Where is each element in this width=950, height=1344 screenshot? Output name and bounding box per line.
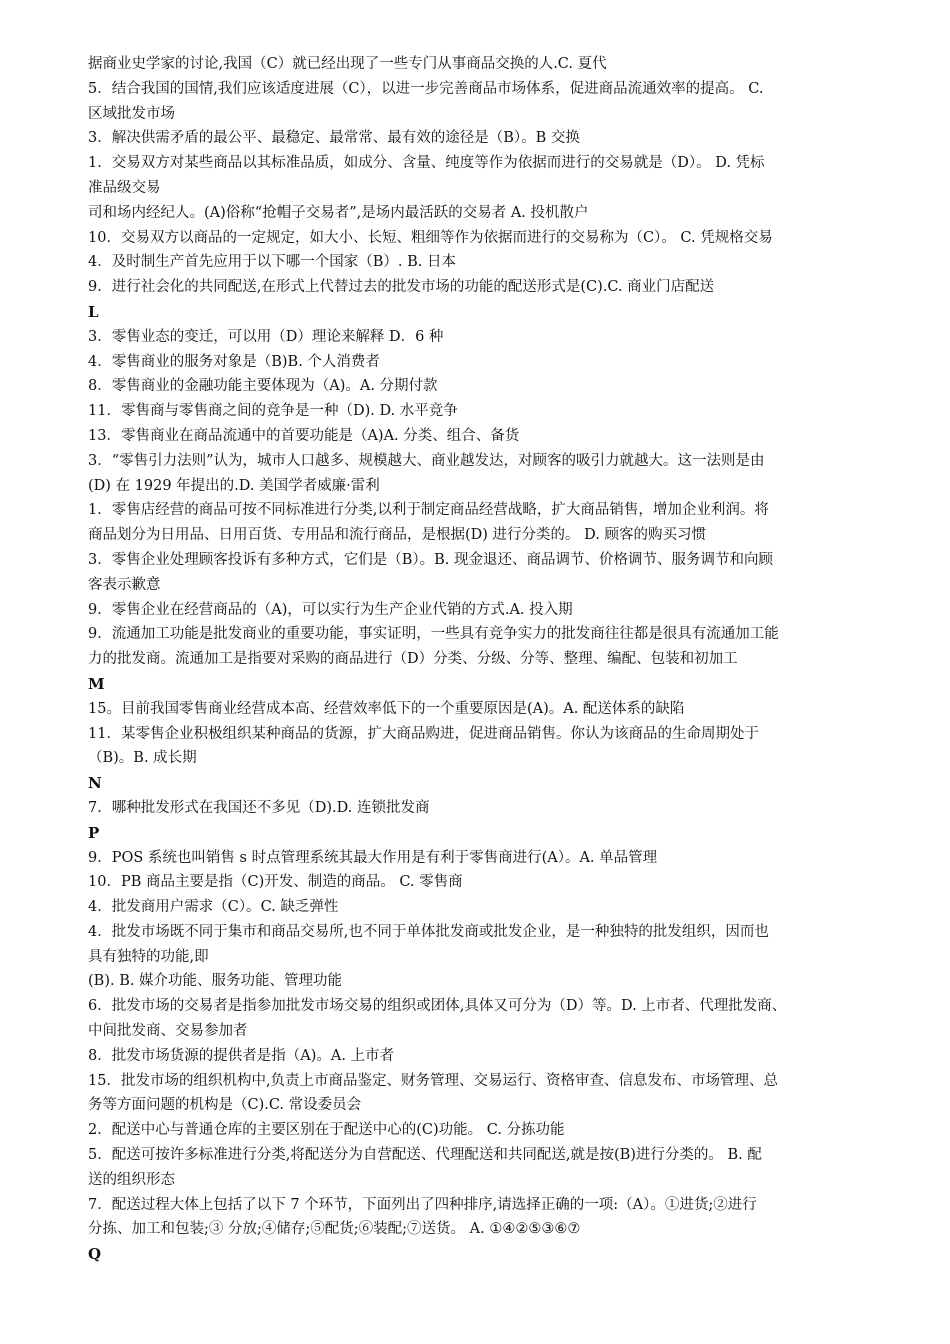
text-line: 3．解决供需矛盾的最公平、最稳定、最常常、最有效的途径是（B）。B 交换: [88, 130, 580, 147]
text-line: 中间批发商、交易参加者: [88, 1023, 248, 1040]
text-line: 务等方面问题的机构是（C).C. 常设委员会: [88, 1097, 362, 1114]
text-line: 9．零售企业在经营商品的（A)，可以实行为生产企业代销的方式.A. 投入期: [88, 601, 573, 618]
text-line: 5．配送可按许多标准进行分类,将配送分为自营配送、代理配送和共同配送,就是按(B)进行分类的。 B. 配: [88, 1147, 762, 1164]
text-line: 4．批发商用户需求（C）。C. 缺乏弹性: [88, 899, 339, 916]
text-line: 7．哪种批发形式在我国还不多见（D).D. 连锁批发商: [88, 799, 430, 816]
text-line: 11．某零售企业积极组织某种商品的货源，扩大商品购进，促进商品销售。你认为该商品的生命周期处于: [88, 725, 759, 742]
text-line: 3．零售业态的变迁，可以用（D）理论来解释 D．6 种: [88, 328, 444, 345]
text-line: 15．批发市场的组织机构中,负责上市商品鉴定、财务管理、交易运行、资格审查、信息发布、市场管理、总: [88, 1072, 779, 1089]
text-line: 3．“零售引力法则”认为，城市人口越多、规模越大、商业越发达，对顾客的吸引力就越大。这一法则是由: [88, 452, 765, 469]
section-letter-heading: M: [88, 674, 105, 693]
section-letter-heading: N: [88, 774, 102, 793]
text-line: 8．零售商业的金融功能主要体现为（A)。A. 分期付款: [88, 378, 438, 395]
text-line: (B). B. 媒介功能、服务功能、管理功能: [88, 973, 343, 990]
text-line: 15。目前我国零售商业经营成本高、经营效率低下的一个重要原因是(A)。A. 配送体系的缺陷: [88, 700, 685, 717]
text-line: 力的批发商。流通加工是指要对采购的商品进行（D）分类、分级、分等、整理、编配、包装和初加工: [88, 651, 738, 668]
section-letter-heading: L: [88, 302, 99, 321]
text-line: 4．零售商业的服务对象是（B)B. 个人消费者: [88, 353, 380, 370]
text-line: (D) 在 1929 年提出的.D. 美国学者威廉·雷利: [88, 477, 380, 494]
text-line: 9．流通加工功能是批发商业的重要功能，事实证明，一些具有竞争实力的批发商往往都是很具有流通加工能: [88, 626, 779, 643]
text-line: 1．零售店经营的商品可按不同标准进行分类,以利于制定商品经营战略，扩大商品销售，增加企业利润。将: [88, 502, 769, 519]
document-body: [88, 52, 880, 1267]
text-line: 1．交易双方对某些商品以其标准品质，如成分、含量、纯度等作为依据而进行的交易就是（D）。 D. 凭标: [88, 155, 765, 172]
text-line: 客表示歉意: [88, 576, 161, 593]
text-line: （B)。B. 成长期: [88, 750, 197, 767]
text-line: 2．配送中心与普通仓库的主要区别在于配送中心的(C)功能。 C. 分拣功能: [88, 1122, 565, 1139]
text-line: 6．批发市场的交易者是指参加批发市场交易的组织或团体,具体又可分为（D）等。D. 上市者、代理批发商、: [88, 998, 787, 1015]
text-line: 3．零售企业处理顾客投诉有多种方式，它们是（B）。B. 现金退还、商品调节、价格调节、服务调节和向顾: [88, 551, 774, 568]
text-line: 区域批发市场: [88, 105, 175, 122]
text-line: 4．及时制生产首先应用于以下哪一个国家（B）. B. 日本: [88, 254, 456, 271]
text-line: 准品级交易: [88, 179, 161, 196]
text-line: 8．批发市场货源的提供者是指（A)。A. 上市者: [88, 1047, 395, 1064]
text-line: 7．配送过程大体上包括了以下 7 个环节，下面列出了四种排序,请选择正确的一项:（A）。①进货;②进行: [88, 1196, 757, 1213]
text-line: 5．结合我国的国情,我们应该适度进展（C），以进一步完善商品市场体系，促进商品流通效率的提高。 C.: [88, 80, 764, 97]
text-line: 送的组织形态: [88, 1171, 175, 1188]
text-line: 9．POS 系统也叫销售 s 时点管理系统其最大作用是有利于零售商进行(A）。A. 单品管理: [88, 849, 658, 866]
text-line: 分拣、加工和包装;③ 分放;④储存;⑤配货;⑥装配;⑦送货。 A. ①④②⑤③⑥⑦: [88, 1221, 581, 1238]
text-line: 具有独特的功能,即: [88, 948, 209, 965]
text-line: 11．零售商与零售商之间的竞争是一种（D). D. 水平竞争: [88, 403, 458, 420]
text-line: 4．批发市场既不同于集市和商品交易所,也不同于单体批发商或批发企业，是一种独特的批发组织，因而也: [88, 923, 769, 940]
text-line: 据商业史学家的讨论,我国（C）就已经出现了一些专门从事商品交换的人.C. 夏代: [88, 56, 607, 72]
text-line: 13．零售商业在商品流通中的首要功能是（A)A. 分类、组合、备货: [88, 427, 520, 444]
text-line: 10．PB 商品主要是指（C)开发、制造的商品。 C. 零售商: [88, 874, 463, 891]
text-line: 司和场内经纪人。(A)俗称“抢帽子交易者”,是场内最活跃的交易者 A. 投机散户: [88, 204, 589, 221]
section-letter-heading: P: [88, 823, 100, 842]
section-letter-heading: Q: [88, 1245, 102, 1264]
text-line: 10．交易双方以商品的一定规定，如大小、长短、粗细等作为依据而进行的交易称为（C）。 C. 凭规格交易: [88, 229, 773, 246]
text-line: 9．进行社会化的共同配送,在形式上代替过去的批发市场的功能的配送形式是(C).C. 商业门店配送: [88, 279, 715, 296]
text-line: 商品划分为日用品、日用百货、专用品和流行商品，是根据(D) 进行分类的。 D. 顾客的购买习惯: [88, 527, 706, 544]
